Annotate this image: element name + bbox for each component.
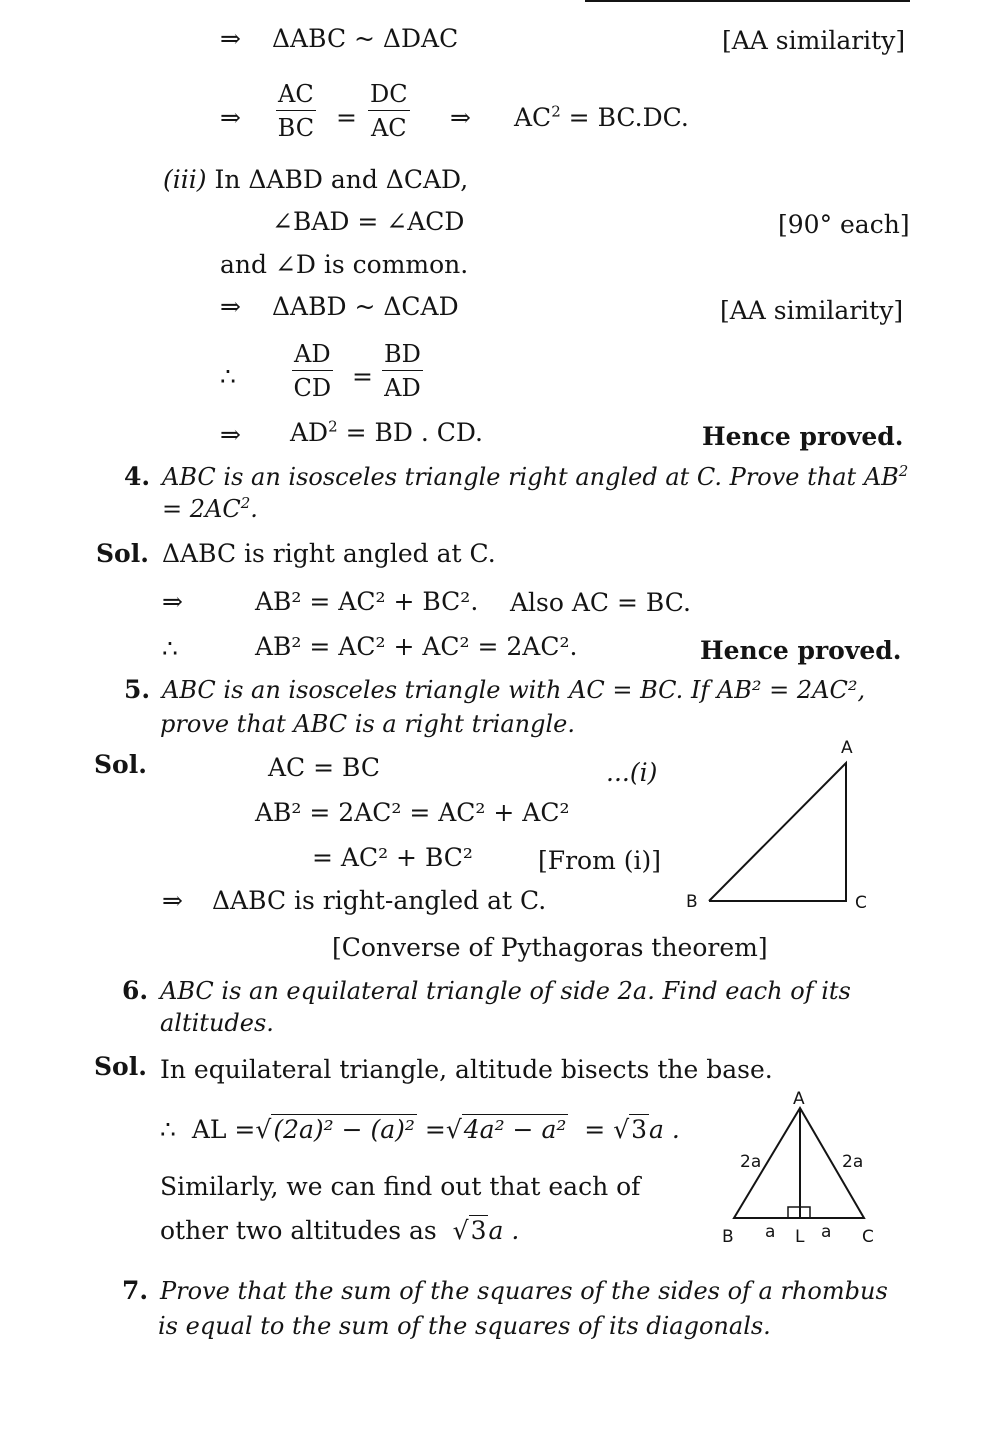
side-label-right: 2a	[842, 1152, 864, 1172]
sol4-line1: ΔABC is right angled at C.	[162, 539, 496, 568]
implies-symbol: ⇒	[450, 103, 471, 132]
vertex-a-label: A	[793, 1089, 805, 1109]
question-number: 5.	[124, 675, 151, 704]
question-number: 4.	[124, 462, 151, 491]
altitude-computation: ∴ AL =√(2a)² − (a)² =√4a² − a² = √3a .	[160, 1115, 680, 1144]
vertex-c-label: C	[862, 1227, 874, 1247]
sol6-line4: other two altitudes as √3a .	[160, 1216, 520, 1245]
sol5-line2: AB² = 2AC² = AC² + AC²	[255, 798, 570, 827]
pythagoras-equation: AB² = AC² + BC².	[255, 587, 479, 616]
vertex-a-label: A	[841, 738, 853, 758]
foot-l-label: L	[795, 1227, 805, 1247]
result-ac-squared: $AC^2 = BC.DC$.	[514, 102, 689, 132]
implies-symbol: ⇒	[220, 292, 241, 321]
sol4-equation2: AB² = AC² + AC² = 2AC².	[255, 632, 578, 661]
implies-symbol: ⇒	[162, 587, 183, 616]
question-7-line2: is equal to the sum of the squares of its diagonals.	[158, 1312, 771, 1340]
question-number: 7.	[122, 1276, 149, 1305]
result-ad-squared: $AD^2$ = BD . CD.	[290, 417, 483, 447]
question-7-line1: Prove that the sum of the squares of the sides of a rhombus	[160, 1277, 888, 1305]
equals-sign: =	[352, 362, 373, 391]
implies-symbol: ⇒	[162, 886, 183, 915]
fraction-dc-ac: $\frac{DC}{AC}$	[370, 80, 408, 142]
fraction-bd-ad: $\frac{BD}{AD}$	[384, 340, 421, 402]
half-base-label: a	[821, 1222, 832, 1242]
reason-aa: [AA similarity]	[722, 26, 906, 55]
hence-proved: Hence proved.	[700, 636, 902, 665]
equation-ref: ...(i)	[606, 758, 658, 787]
sol-label: Sol.	[96, 539, 149, 568]
implies-symbol: ⇒	[220, 24, 241, 53]
part-iii-label: (iii) In ΔABD and ΔCAD,	[163, 165, 469, 194]
reason-aa: [AA similarity]	[720, 296, 904, 325]
vertex-c-label: C	[855, 893, 867, 913]
from-ref: [From (i)]	[538, 846, 662, 875]
top-rule	[585, 0, 910, 2]
side-label-left: 2a	[740, 1152, 762, 1172]
implies-symbol: ⇒	[220, 420, 241, 449]
half-base-label: a	[765, 1222, 776, 1242]
sol5-conclusion: ΔABC is right-angled at C.	[212, 886, 547, 915]
fraction-ac-bc: $\frac{AC}{BC}$	[277, 80, 315, 142]
sol-label: Sol.	[94, 750, 147, 779]
question-4-text: ABC is an isosceles triangle right angled at C. Prove that $AB^2$	[162, 462, 909, 491]
question-5-line2: prove that ABC is a right triangle.	[160, 710, 575, 738]
sol5-line3: = AC² + BC²	[312, 843, 473, 872]
therefore-symbol: ∴	[162, 634, 178, 663]
similarity-statement: ΔABC ~ ΔDAC	[272, 24, 459, 53]
therefore-symbol: ∴	[220, 362, 236, 391]
equals-sign: =	[336, 103, 357, 132]
sol6-line1: In equilateral triangle, altitude bisects the base.	[160, 1055, 773, 1084]
vertex-b-label: B	[722, 1227, 734, 1247]
similarity-statement: ΔABD ~ ΔCAD	[272, 292, 459, 321]
question-6-line2: altitudes.	[160, 1009, 274, 1037]
vertex-b-label: B	[686, 892, 698, 912]
hence-proved: Hence proved.	[702, 422, 904, 451]
question-6-line1: ABC is an equilateral triangle of side 2a. Find each of its	[160, 977, 851, 1005]
angle-equality: ∠BAD = ∠ACD	[272, 207, 465, 236]
also-statement: Also AC = BC.	[510, 588, 691, 617]
right-triangle-figure	[690, 745, 870, 915]
theorem-reason: [Converse of Pythagoras theorem]	[332, 933, 768, 962]
implies-symbol: ⇒	[220, 103, 241, 132]
question-number: 6.	[122, 976, 149, 1005]
sol5-line1: AC = BC	[268, 753, 380, 782]
common-angle: and ∠D is common.	[220, 250, 469, 279]
sol-label: Sol.	[94, 1052, 147, 1081]
reason-90-each: [90° each]	[778, 210, 910, 239]
fraction-ad-cd: $\frac{AD}{CD}$	[293, 340, 332, 402]
question-4-text-line2: = $2AC^2$.	[162, 494, 258, 523]
question-5-line1: ABC is an isosceles triangle with AC = BC. If AB² = 2AC²,	[162, 676, 866, 704]
sol6-line3: Similarly, we can find out that each of	[160, 1172, 641, 1201]
